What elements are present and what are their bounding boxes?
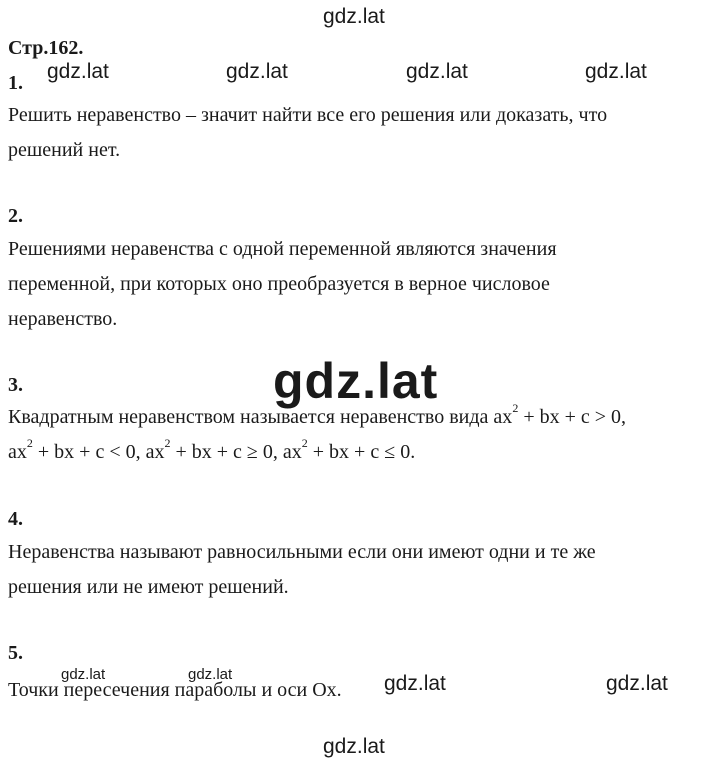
item-3-line-2-exponent-3: 2 [301,436,308,451]
watermark-bottom: gdz.lat [323,735,385,758]
watermark-row-2: gdz.lat [226,60,288,83]
item-3-line-1 [8,400,626,434]
item-3-number: 3. [8,374,23,396]
item-5-line-1: Точки пересечения параболы и оси Ox. [8,679,342,701]
watermark-small-2: gdz.lat [188,666,233,683]
item-3-line-2-exponent-1: 2 [26,436,33,451]
item-4-line-2: решения или не имеют решений. [8,576,289,598]
watermark-row-3: gdz.lat [406,60,468,83]
watermark-top: gdz.lat [323,5,385,28]
watermark-row-4: gdz.lat [585,60,647,83]
item-3-line-1-text: Квадратным неравенством называется неравенство вида ax [8,406,513,428]
item-4-line-1: Неравенства называют равносильными если они имеют одни и те же [8,541,596,563]
item-3-line-2-part-1: ax [8,441,27,463]
item-2-number: 2. [8,205,23,227]
item-3-line-1-exponent: 2 [512,401,519,416]
item-5-number: 5. [8,642,23,664]
item-3-line-1-rest: + bx + c > 0, [518,406,627,428]
item-3-line-2-exponent-2: 2 [164,436,171,451]
watermark-bottom-row-1: gdz.lat [384,672,446,695]
item-1-line-1: Решить неравенство – значит найти все его решения или доказать, что [8,104,608,126]
watermark-bottom-row-2: gdz.lat [606,672,668,695]
item-3-line-2-part-2: + bx + c < 0, ax [32,441,165,463]
item-1-line-2: решений нет. [8,139,121,161]
watermark-center: gdz.lat [273,353,439,409]
watermark-small-1: gdz.lat [61,666,106,683]
page-reference: Стр.162. [8,37,84,59]
item-1-number: 1. [8,72,23,94]
item-2-line-1: Решениями неравенства с одной переменной являются значения [8,238,557,260]
item-3-line-2-part-4: + bx + c ≤ 0. [307,441,416,463]
item-4-number: 4. [8,508,23,530]
item-3-line-2 [8,435,415,469]
watermark-row-1: gdz.lat [47,60,109,83]
item-3-line-2-part-3: + bx + c ≥ 0, ax [170,441,302,463]
item-2-line-2: переменной, при которых оно преобразуется в верное числовое [8,273,550,295]
item-2-line-3: неравенство. [8,308,118,330]
